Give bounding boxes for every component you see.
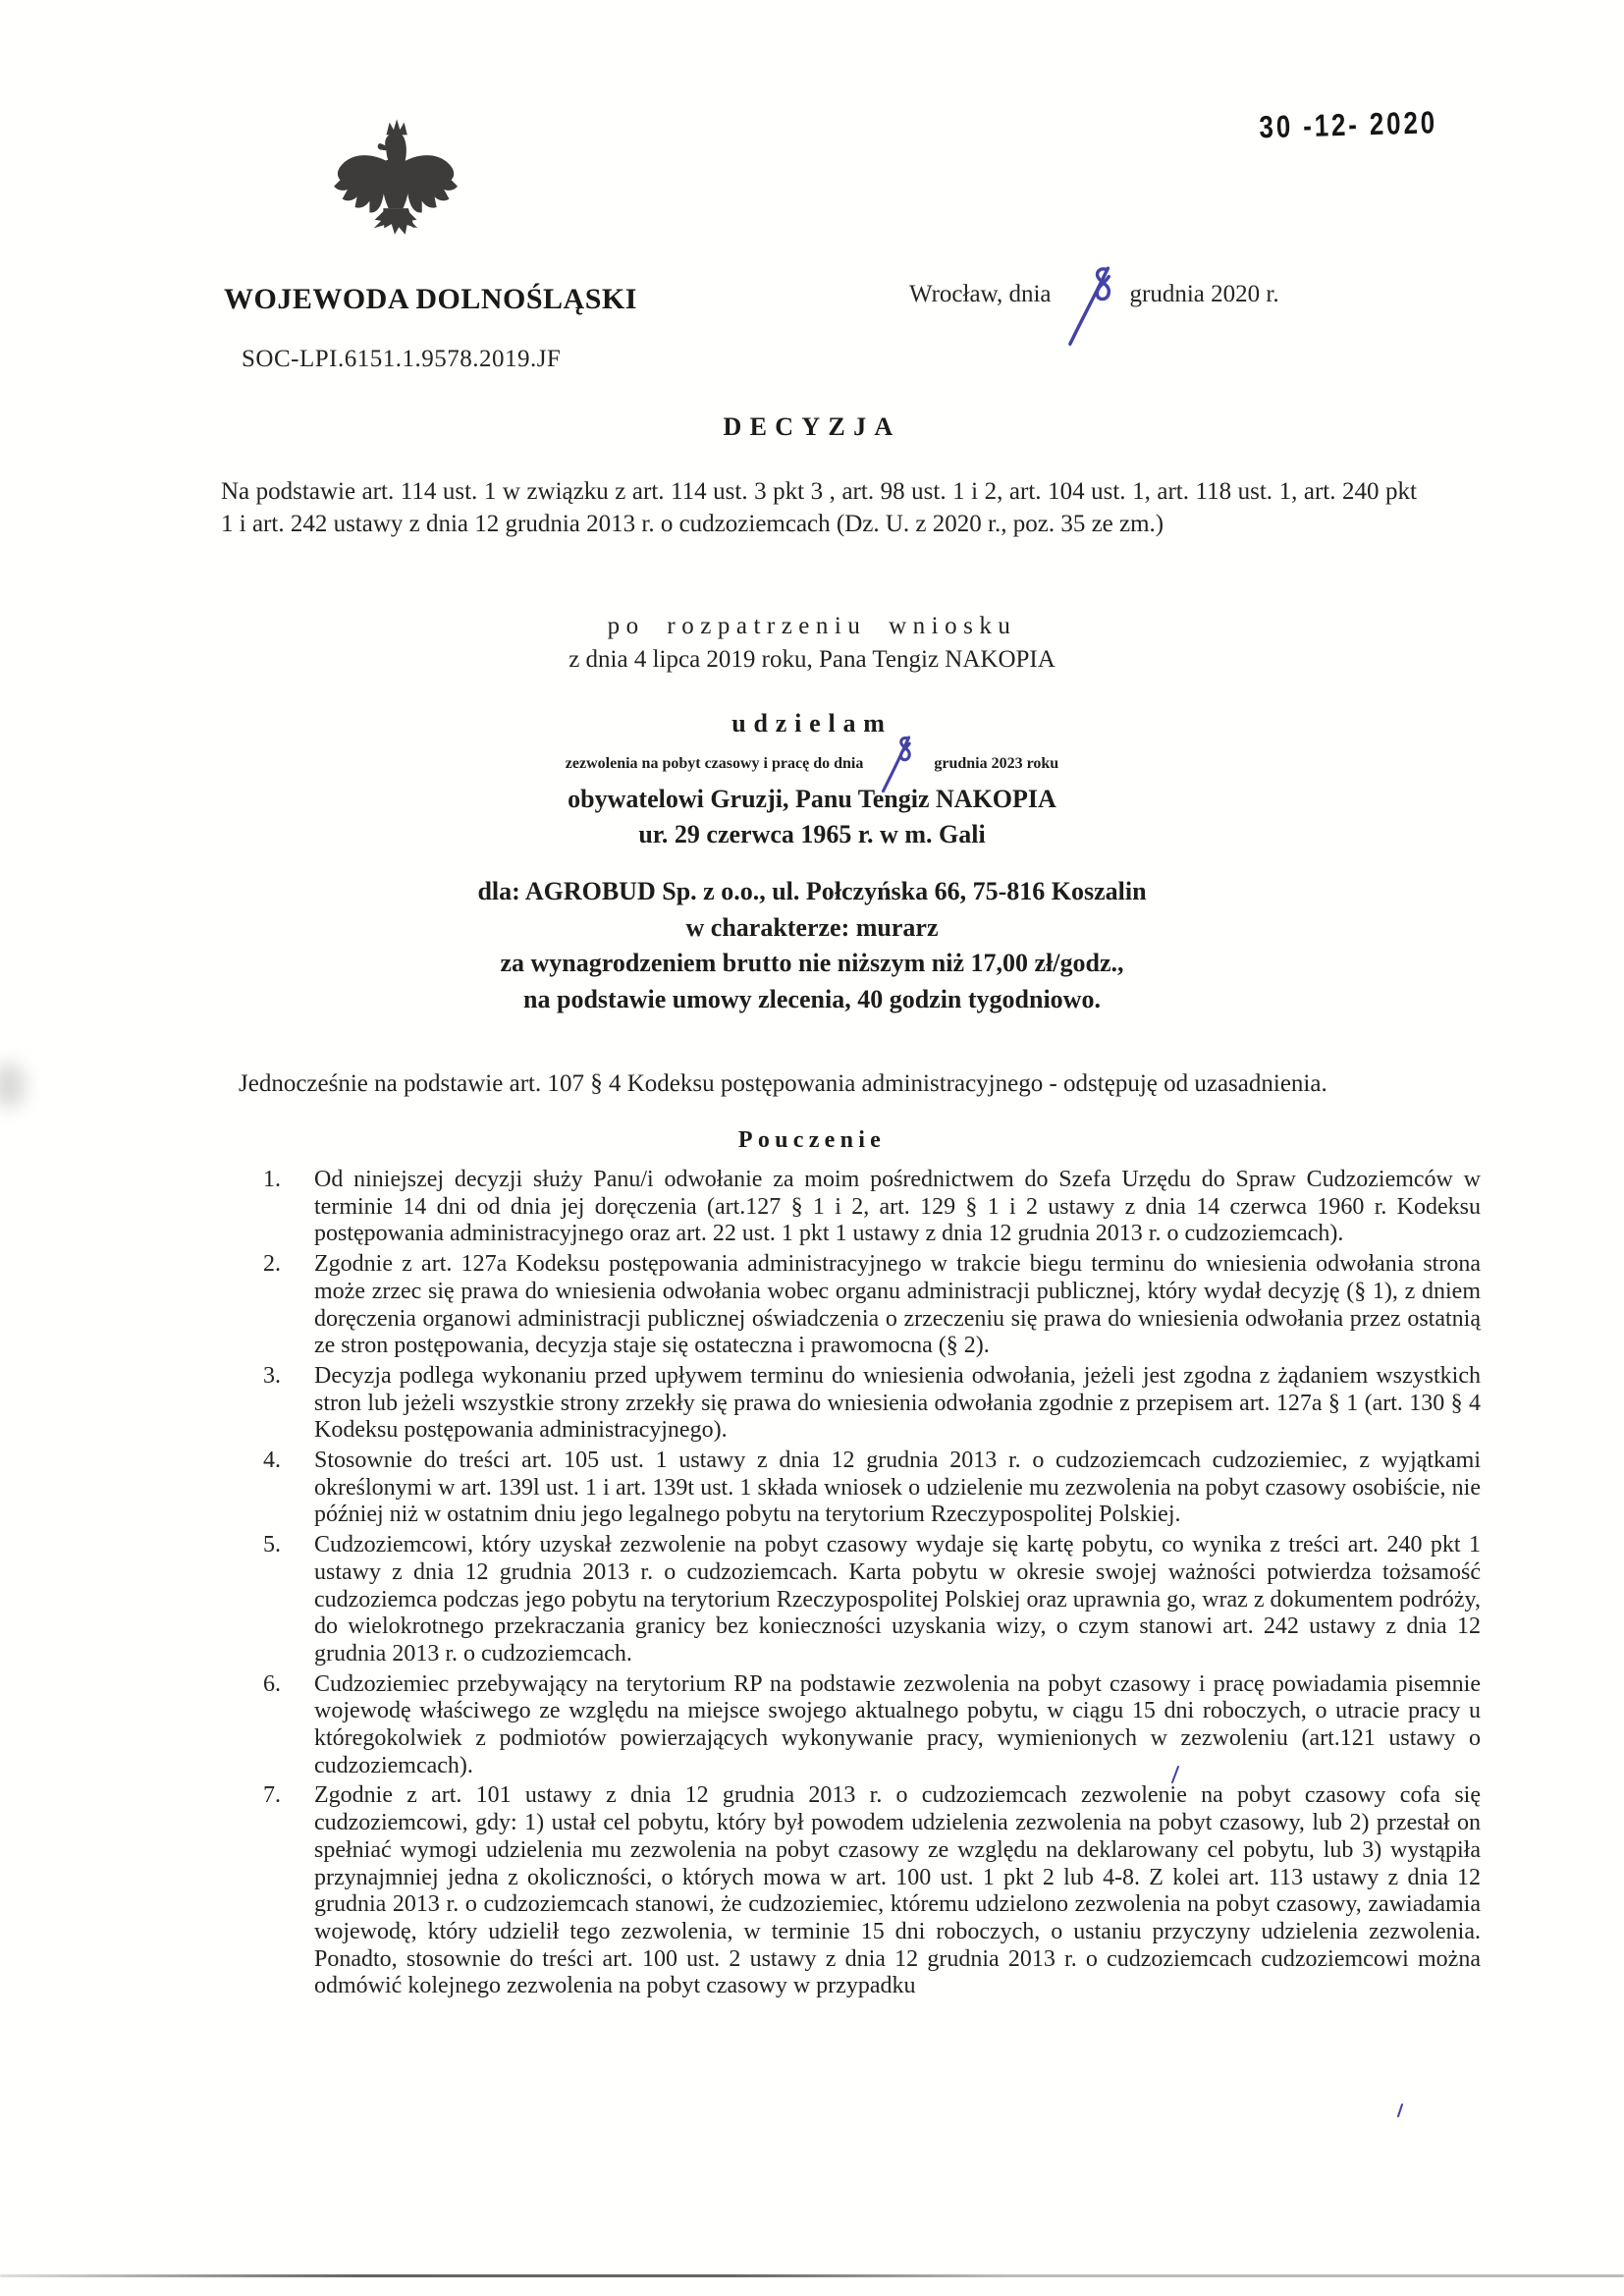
decision-title: DECYZJA bbox=[723, 412, 901, 441]
item-number: 3. bbox=[263, 1362, 281, 1389]
employer-line4: na podstawie umowy zlecenia, 40 godzin tygodniowo. bbox=[523, 984, 1101, 1013]
handwritten-day-annotation bbox=[1063, 257, 1122, 352]
place-date-suffix: grudnia 2020 r. bbox=[1129, 281, 1279, 307]
item-text: Stosownie do treści art. 105 ust. 1 ustawy z dnia 12 grudnia 2013 r. o cudzoziemcach cudzoziemiec, z wyjątkami określonymi w art. 139l ust. 1 i art. 139t ust. 1 składa wniosek o udzielenie mu zezwolenia na pobyt czasowy osobiście, nie później niż w ostatnim dniu jego legalnego pobytu na terytorium Rzeczypospolitej Polskiej. bbox=[314, 1448, 1481, 1528]
consideration-line2: z dnia 4 lipca 2019 roku, Pana Tengiz NAKOPIA bbox=[568, 646, 1056, 673]
employer-line2: w charakterze: murarz bbox=[685, 912, 939, 942]
item-text: Od niniejszej decyzji służy Panu/i odwołanie za moim pośrednictwem do Szefa Urzędu do Spraw Cudzoziemców w terminie 14 dni od dnia jej doręczenia (art.127 § 1 i 2, art. 129 § 1 i 2 ustawy z dnia 14 czerwca 1960 r. Kodeksu postępowania administracyjnego oraz art. 22 ust. 1 pkt 1 ustawy z dnia 12 grudnia 2013 r. o cudzoziemcach). bbox=[314, 1167, 1481, 1247]
case-number: SOC-LPI.6151.1.9578.2019.JF bbox=[242, 346, 562, 372]
pouczenie-item-4 bbox=[263, 1448, 1481, 1529]
place-date-line bbox=[909, 281, 1279, 352]
authority-name: WOJEWODA DOLNOŚLĄSKI bbox=[224, 283, 637, 315]
pouczenie-item-3 bbox=[263, 1363, 1481, 1445]
pen-tick-mark bbox=[1170, 1766, 1180, 1783]
pouczenie-item-6 bbox=[263, 1671, 1481, 1780]
scan-edge-line bbox=[0, 2274, 1624, 2277]
pouczenie-item-5 bbox=[263, 1532, 1481, 1668]
received-date-stamp: 30 -12- 2020 bbox=[1259, 104, 1438, 145]
pouczenie-heading: Pouczenie bbox=[737, 1127, 887, 1153]
grant-line2: obywatelowi Gruzji, Panu Tengiz NAKOPIA bbox=[568, 785, 1056, 813]
consideration-line1: po rozpatrzeniu wniosku bbox=[607, 613, 1017, 639]
item-number: 1. bbox=[263, 1167, 281, 1192]
polish-eagle-emblem-icon bbox=[332, 118, 458, 265]
item-text: Cudzoziemcowi, który uzyskał zezwolenie na pobyt czasowy wydaje się kartę pobytu, co wynika z treści art. 240 pkt 1 ustawy z dnia 12 grudnia 2013 r. o cudzoziemcach. Karta pobytu w okresie swojej ważności potwierdza tożsamość cudzoziemca podczas jego pobytu na terytorium Rzeczypospolitej Polskiej oraz uprawnia go, wraz z dokumentem podróży, do wielokrotnego przekraczania granicy bez konieczności uzyskania wizy, o czym stanowi art. 242 ustawy z dnia 12 grudnia 2013 r. o cudzoziemcach. bbox=[314, 1532, 1481, 1667]
grant-word: udzielam bbox=[731, 709, 893, 738]
employer-line1: dla: AGROBUD Sp. z o.o., ul. Połczyńska 66, 75-816 Koszalin bbox=[477, 877, 1147, 905]
item-number: 6. bbox=[263, 1670, 281, 1697]
grant-line1 bbox=[95, 746, 1529, 782]
scan-smudge bbox=[0, 1063, 26, 1108]
item-number: 7. bbox=[263, 1782, 281, 1809]
employer-line3: za wynagrodzeniem brutto nie niższym niż 17,00 zł/godz., bbox=[500, 949, 1124, 977]
item-number: 5. bbox=[263, 1532, 281, 1558]
item-text: Decyzja podlega wykonaniu przed upływem terminu do wniesienia odwołania, jeżeli jest zgodna z żądaniem wszystkich stron lub jeżeli wszystkie strony zrzekły się prawa do wniesienia odwołania zgodnie z przepisem art. 127a § 1 (art. 130 § 4 Kodeksu postępowania administracyjnego). bbox=[314, 1362, 1481, 1444]
grant-line1-after: grudnia 2023 roku bbox=[934, 755, 1059, 772]
item-text: Cudzoziemiec przebywający na terytorium RP na podstawie zezwolenia na pobyt czasowy i pracę powiadamia pisemnie wojewodę właściwego ze względu na miejsce swojego aktualnego pobytu, w ciągu 15 dni roboczych, o utracie pracy u któregokolwiek z podmiotów powierzających wykonywanie pracy, wymienionych w zezwoleniu (art.121 ustawy o cudzoziemcach). bbox=[314, 1670, 1481, 1778]
pouczenie-list bbox=[263, 1167, 1481, 2003]
operative-block bbox=[95, 709, 1529, 852]
grant-line1-before: zezwolenia na pobyt czasowy i pracę do dnia bbox=[565, 755, 864, 772]
pouczenie-item-7 bbox=[263, 1782, 1481, 2000]
justification-waiver: Jednocześnie na podstawie art. 107 § 4 Kodeksu postępowania administracyjnego - odstępuję od uzasadnienia. bbox=[239, 1070, 1327, 1097]
consideration-block bbox=[95, 613, 1529, 674]
pouczenie-item-2 bbox=[263, 1251, 1481, 1360]
employer-block bbox=[95, 874, 1529, 1017]
item-text: Zgodnie z art. 101 ustawy z dnia 12 grudnia 2013 r. o cudzoziemcach zezwolenie na pobyt czasowy cofa się cudzoziemcowi, gdy: 1) ustał cel pobytu, który był powodem udzielenia zezwolenia na pobyt czasowy, lub 2) przestał on spełniać wymogi udzielenia mu zezwolenia na pobyt czasowy ze względu na deklarowany cel pobytu, lub 3) wystąpiła przynajmniej jedna z okoliczności, o których mowa w art. 100 ust. 1 pkt 2 lub 4-8. Z kolei art. 113 ustawy z dnia 12 grudnia 2013 r. o cudzoziemcach stanowi, że cudzoziemiec, któremu udzielono zezwolenia na pobyt czasowy, zawiadamia wojewodę, który udzielił tego zezwolenia, w terminie 15 dni roboczych, o ustaniu przyczyny udzielenia zezwolenia. Ponadto, stosownie do treści art. 100 ust. 2 ustawy z dnia 12 grudnia 2013 r. o cudzoziemcach cudzoziemcowi można odmówić kolejnego zezwolenia na pobyt czasowy w przypadku bbox=[314, 1782, 1481, 1999]
item-number: 2. bbox=[263, 1251, 281, 1278]
grant-line3: ur. 29 czerwca 1965 r. w m. Gali bbox=[638, 820, 986, 848]
item-text: Zgodnie z art. 127a Kodeksu postępowania administracyjnego w trakcie biegu terminu do wniesienia odwołania strona może zrzec się prawa do wniesienia odwołania wobec organu administracji publicznej, który wydał decyzję (§ 1), z dniem doręczenia organowi administracji publicznej oświadczenia o zrzeczeniu się prawa do wniesienia odwołania przez ostatnią ze stron postępowania, decyzja staje się ostateczna i prawomocna (§ 2). bbox=[314, 1251, 1481, 1359]
pouczenie-item-1 bbox=[263, 1167, 1481, 1248]
item-number: 4. bbox=[263, 1448, 281, 1474]
pen-dot-mark bbox=[1396, 2104, 1404, 2117]
legal-basis-paragraph: Na podstawie art. 114 ust. 1 w związku z art. 114 ust. 3 pkt 3 , art. 98 ust. 1 i 2, art. 104 ust. 1, art. 118 ust. 1, art. 240 pkt 1 i art. 242 ustawy z dnia 12 grudnia 2013 r. o cudzoziemcach (Dz. U. z 2020 r., poz. 35 ze zm.) bbox=[221, 478, 1417, 537]
place-date-prefix: Wrocław, dnia bbox=[909, 281, 1052, 307]
